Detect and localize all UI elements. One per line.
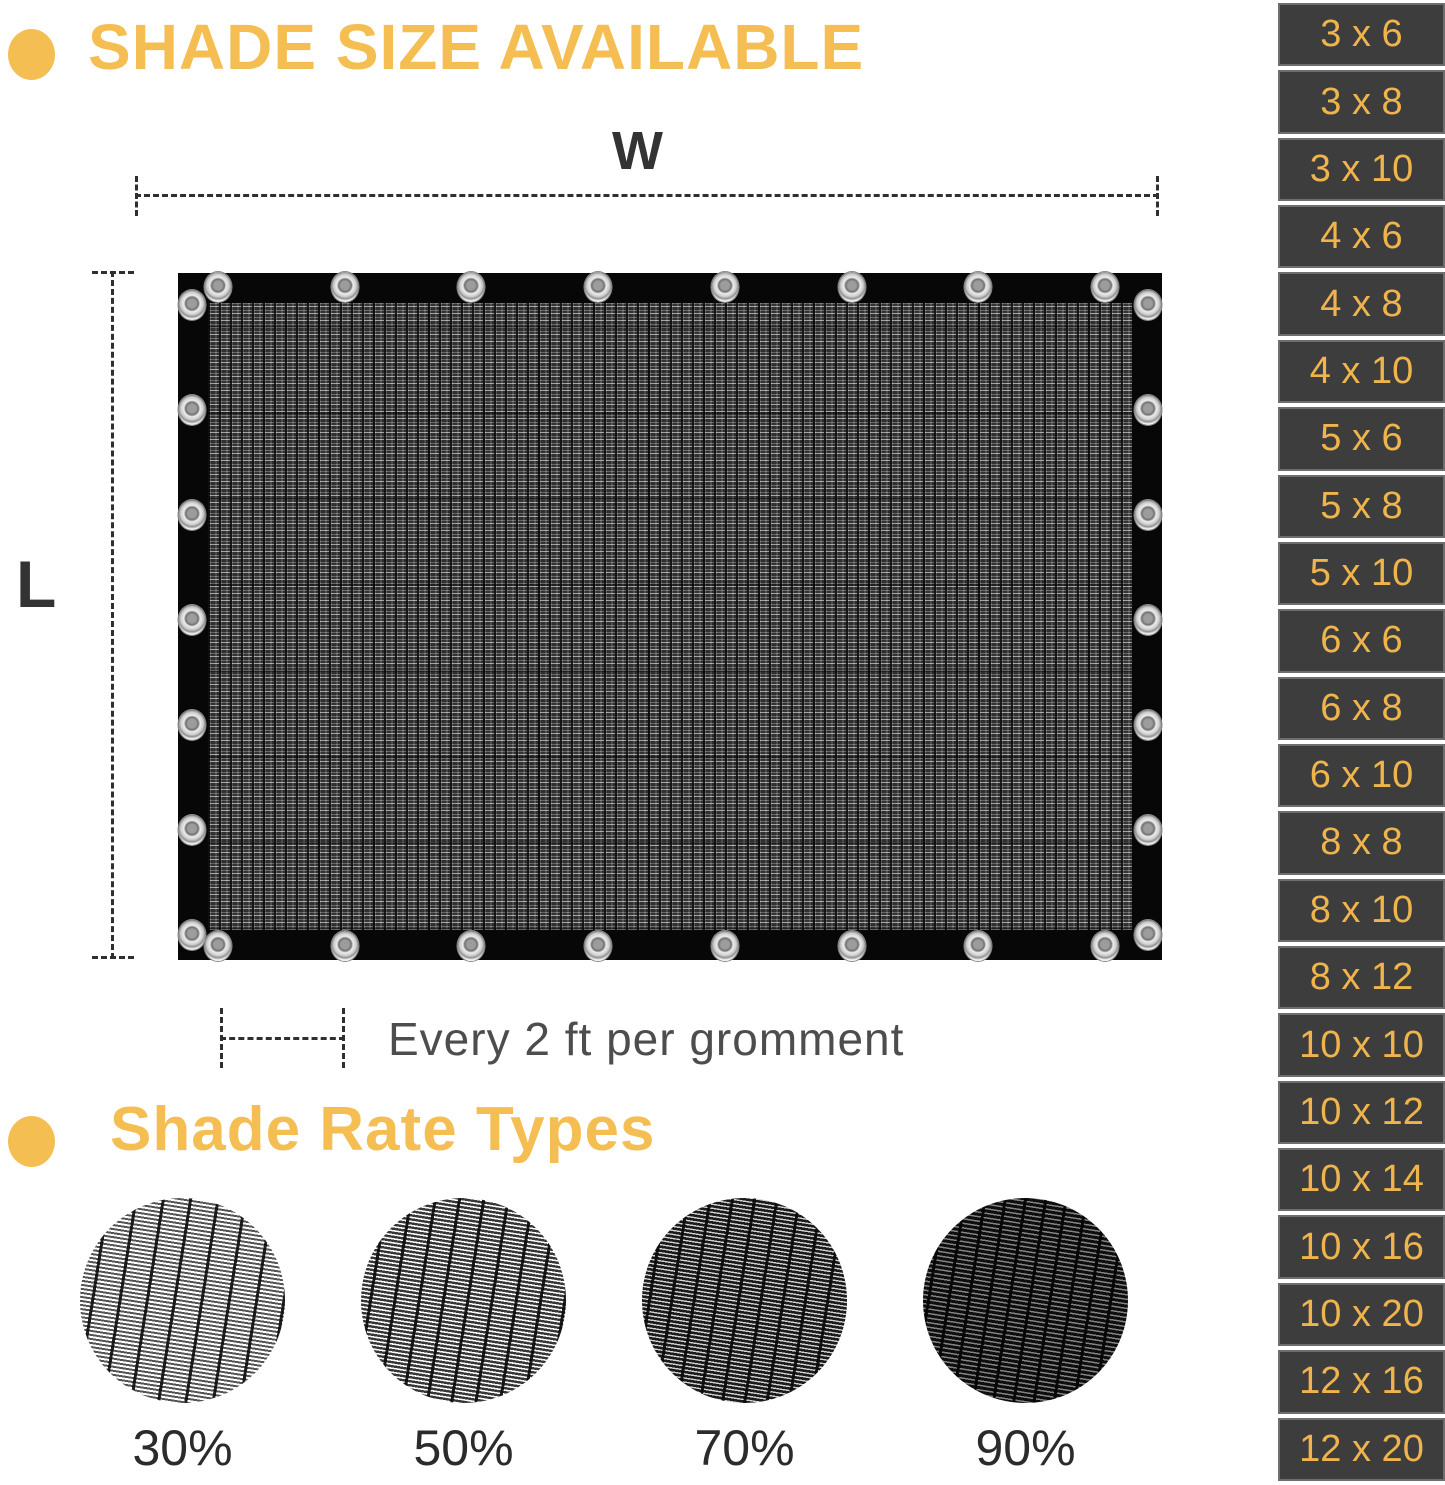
size-option: 3 x 10 bbox=[1278, 138, 1445, 201]
length-dimension-label: L bbox=[16, 547, 57, 621]
shade-rate-label: 30% bbox=[132, 1420, 233, 1476]
size-option: 3 x 8 bbox=[1278, 70, 1445, 133]
shade-net bbox=[178, 273, 1162, 960]
size-option: 10 x 14 bbox=[1278, 1148, 1445, 1211]
grommet-icon bbox=[179, 290, 206, 320]
shade-rate-item bbox=[632, 1198, 857, 1477]
grommet-icon bbox=[1135, 290, 1162, 320]
grommet-icon bbox=[965, 272, 992, 302]
width-dimension-line bbox=[135, 176, 1159, 216]
grommet-icon bbox=[1092, 272, 1119, 302]
grommet-icon bbox=[1135, 500, 1162, 530]
width-dimension-label: W bbox=[612, 121, 663, 181]
grommet-icon bbox=[1135, 395, 1162, 425]
shade-rate-swatch-70 bbox=[642, 1198, 847, 1403]
grommet-icon bbox=[205, 931, 232, 961]
grommet-icon bbox=[585, 931, 612, 961]
size-option: 3 x 6 bbox=[1278, 3, 1445, 66]
grommet-spacing-note: Every 2 ft per gromment bbox=[388, 1013, 905, 1065]
size-option: 10 x 16 bbox=[1278, 1215, 1445, 1278]
shade-rate-samples bbox=[70, 1198, 1138, 1477]
grommet-icon bbox=[205, 272, 232, 302]
size-option: 5 x 6 bbox=[1278, 407, 1445, 470]
size-option: 12 x 16 bbox=[1278, 1350, 1445, 1413]
size-option: 6 x 8 bbox=[1278, 677, 1445, 740]
size-option: 8 x 8 bbox=[1278, 811, 1445, 874]
grommet-icon bbox=[331, 272, 358, 302]
grommet-icon bbox=[838, 931, 865, 961]
grommet-icon bbox=[1135, 605, 1162, 635]
size-section-title: SHADE SIZE AVAILABLE bbox=[88, 11, 865, 83]
shade-rate-item bbox=[70, 1198, 295, 1477]
dimension-dashed-line bbox=[135, 194, 1159, 197]
shade-rate-label: 90% bbox=[975, 1420, 1076, 1476]
grommet-icon bbox=[179, 500, 206, 530]
size-sidebar bbox=[1278, 0, 1445, 1485]
grommet-icon bbox=[331, 931, 358, 961]
size-option: 10 x 10 bbox=[1278, 1013, 1445, 1076]
grommet-icon bbox=[179, 815, 206, 845]
size-option: 8 x 10 bbox=[1278, 879, 1445, 942]
shade-rate-label: 70% bbox=[694, 1420, 795, 1476]
rate-section-title: Shade Rate Types bbox=[110, 1095, 656, 1164]
grommet-icon bbox=[711, 931, 738, 961]
grommet-icon bbox=[458, 272, 485, 302]
size-option: 4 x 8 bbox=[1278, 272, 1445, 335]
shade-rate-swatch-50 bbox=[361, 1198, 566, 1403]
grommet-icon bbox=[965, 931, 992, 961]
size-option: 5 x 10 bbox=[1278, 542, 1445, 605]
grommet-icon bbox=[838, 272, 865, 302]
shade-rate-label: 50% bbox=[413, 1420, 514, 1476]
size-option: 4 x 10 bbox=[1278, 340, 1445, 403]
grommet-icon bbox=[1135, 710, 1162, 740]
grommet-icon bbox=[179, 605, 206, 635]
shade-rate-item bbox=[351, 1198, 576, 1477]
size-option: 12 x 20 bbox=[1278, 1418, 1445, 1481]
section-bullet-icon bbox=[8, 29, 55, 80]
shade-rate-item bbox=[913, 1198, 1138, 1477]
grommet-icon bbox=[1135, 920, 1162, 950]
length-dimension-line bbox=[92, 271, 134, 959]
grommet-icon bbox=[458, 931, 485, 961]
grommet-icon bbox=[1092, 931, 1119, 961]
grommet-icon bbox=[711, 272, 738, 302]
grommet-icon bbox=[179, 920, 206, 950]
size-option: 10 x 12 bbox=[1278, 1081, 1445, 1144]
grommet-spacing-dimension-line bbox=[220, 1008, 345, 1068]
section-bullet-icon bbox=[8, 1116, 55, 1167]
shade-net-mesh-texture bbox=[208, 303, 1132, 930]
grommet-icon bbox=[179, 710, 206, 740]
size-option: 6 x 10 bbox=[1278, 744, 1445, 807]
size-option: 5 x 8 bbox=[1278, 475, 1445, 538]
shade-rate-swatch-90 bbox=[923, 1198, 1128, 1403]
size-option: 6 x 6 bbox=[1278, 609, 1445, 672]
shade-rate-swatch-30 bbox=[80, 1198, 285, 1403]
size-option: 8 x 12 bbox=[1278, 946, 1445, 1009]
size-option: 4 x 6 bbox=[1278, 205, 1445, 268]
size-option: 10 x 20 bbox=[1278, 1283, 1445, 1346]
dimension-dashed-line bbox=[111, 271, 114, 959]
grommet-icon bbox=[179, 395, 206, 425]
grommet-icon bbox=[585, 272, 612, 302]
grommet-icon bbox=[1135, 815, 1162, 845]
dimension-dashed-line bbox=[220, 1037, 345, 1040]
